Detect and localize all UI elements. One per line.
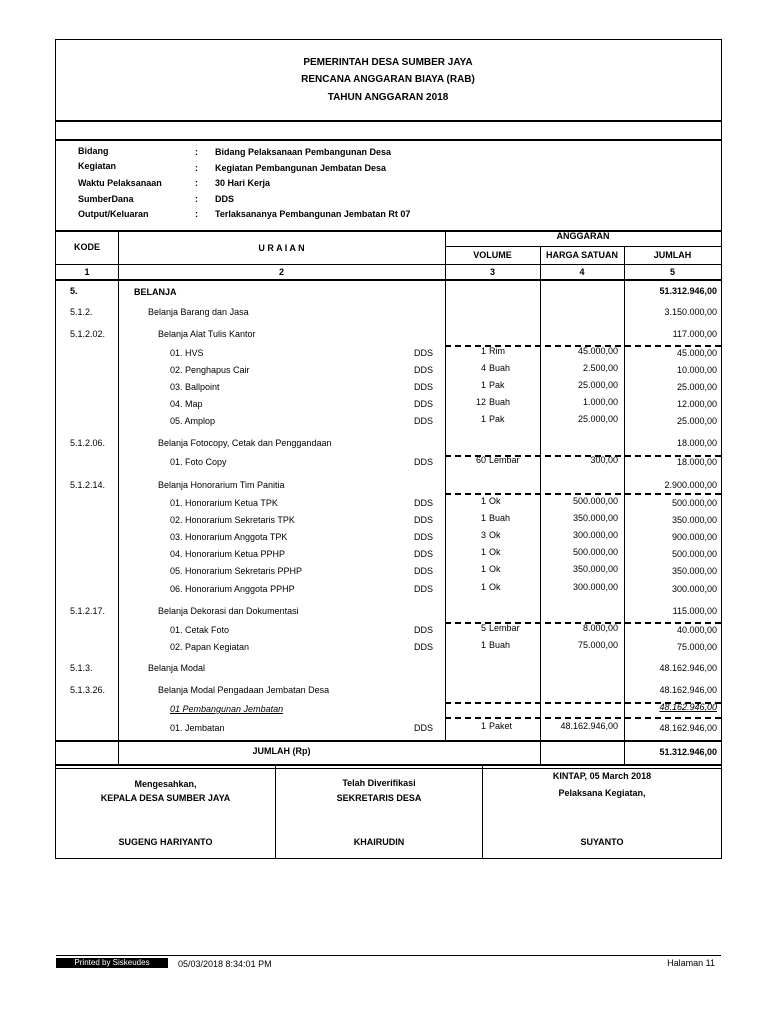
row-harga: 350.000,00 [572,513,618,523]
row-kode: 5.1.3.26. [70,685,106,695]
sig3-line1: KINTAP, 05 March 2018 [552,771,652,781]
print-timestamp: 05/03/2018 8:34:01 PM [178,959,272,969]
row-volume-unit: Buah [489,363,511,373]
col-kode: KODE [73,242,100,252]
row-sumber-dana: DDS [414,723,434,733]
col-anggaran: ANGGARAN [556,231,610,241]
info-value: DDS [215,194,235,204]
row-uraian: 06. Honorarium Anggota PPHP [170,584,295,594]
col-volume: VOLUME [473,250,512,260]
row-volume-unit: Lembar [489,623,520,633]
row-volume-qty: 1 [480,564,486,574]
row-harga: 8.000,00 [582,623,618,633]
row-uraian: Belanja Modal [148,663,206,673]
row-jumlah: 117.000,00 [672,329,717,339]
row-volume-qty: 5 [480,623,486,633]
row-kode: 5.1.3. [70,663,93,673]
row-sumber-dana: DDS [414,625,434,635]
col-uraian: U R A I A N [258,243,305,253]
row-volume-unit: Ok [489,530,501,540]
row-harga: 300,00 [590,455,618,465]
row-sumber-dana: DDS [414,549,434,559]
col-num-5: 5 [669,267,675,277]
row-volume-qty: 1 [480,547,486,557]
row-sumber-dana: DDS [414,566,434,576]
row-harga: 1.000,00 [582,397,618,407]
row-jumlah: 48.162.946,00 [659,702,717,712]
row-jumlah: 45.000,00 [676,348,717,358]
row-jumlah: 25.000,00 [676,416,717,426]
row-uraian: Belanja Modal Pengadaan Jembatan Desa [158,685,330,695]
row-volume-qty: 1 [480,721,486,731]
row-sumber-dana: DDS [414,515,434,525]
row-uraian: 03. Honorarium Anggota TPK [170,532,288,542]
row-harga: 350.000,00 [572,564,618,574]
row-volume-unit: Buah [489,640,511,650]
col-jumlah: JUMLAH [653,250,692,260]
row-jumlah: 75.000,00 [676,642,717,652]
sig2-name: KHAIRUDIN [353,837,405,847]
row-uraian: 05. Amplop [170,416,216,426]
sig3-line2: Pelaksana Kegiatan, [558,788,646,798]
info-sep: : [195,209,198,219]
header-line3: TAHUN ANGGARAN 2018 [327,92,449,103]
row-sumber-dana: DDS [414,365,434,375]
row-uraian: Belanja Alat Tulis Kantor [158,329,256,339]
col-harga: HARGA SATUAN [546,250,618,260]
row-volume-unit: Buah [489,513,511,523]
row-jumlah: 900.000,00 [671,532,717,542]
sig1-line2: KEPALA DESA SUMBER JAYA [100,793,231,803]
row-volume-unit: Ok [489,564,501,574]
row-volume-qty: 1 [480,380,486,390]
row-jumlah: 51.312.946,00 [659,286,717,296]
row-jumlah: 48.162.946,00 [659,723,717,733]
row-uraian: 01. Jembatan [170,723,225,733]
row-harga: 45.000,00 [577,346,618,356]
row-uraian: Belanja Fotocopy, Cetak dan Penggandaan [158,438,332,448]
info-label: Kegiatan [78,161,117,171]
row-jumlah: 10.000,00 [676,365,717,375]
row-harga: 75.000,00 [577,640,618,650]
row-uraian: 01. Foto Copy [170,457,227,467]
row-harga: 25.000,00 [577,380,618,390]
total-label: JUMLAH (Rp) [252,746,311,756]
row-jumlah: 350.000,00 [671,515,717,525]
row-uraian: 04. Map [170,399,203,409]
row-volume-unit: Ok [489,582,501,592]
row-jumlah: 3.150.000,00 [664,307,717,317]
row-uraian: 05. Honorarium Sekretaris PPHP [170,566,303,576]
row-jumlah: 25.000,00 [676,382,717,392]
col-num-4: 4 [579,267,585,277]
sig1-name: SUGENG HARIYANTO [118,837,213,847]
row-jumlah: 12.000,00 [676,399,717,409]
row-volume-unit: Pak [489,380,505,390]
row-harga: 500.000,00 [572,496,618,506]
row-harga: 2.500,00 [582,363,618,373]
row-uraian: 01 Pembangunan Jembatan [170,704,284,714]
row-jumlah: 40.000,00 [676,625,717,635]
sig2-line2: SEKRETARIS DESA [336,793,422,803]
row-harga: 25.000,00 [577,414,618,424]
row-kode: 5.1.2.17. [70,606,106,616]
row-sumber-dana: DDS [414,532,434,542]
row-jumlah: 115.000,00 [672,606,717,616]
row-volume-qty: 1 [480,640,486,650]
info-value: Kegiatan Pembangunan Jembatan Desa [215,163,387,173]
info-sep: : [195,178,198,188]
info-label: SumberDana [78,194,134,204]
row-jumlah: 18.000,00 [676,438,717,448]
info-sep: : [195,194,198,204]
row-uraian: Belanja Honorarium Tim Panitia [158,480,285,490]
info-label: Bidang [78,146,109,156]
row-volume-qty: 1 [480,346,486,356]
row-uraian: 01. Cetak Foto [170,625,230,635]
row-volume-unit: Buah [489,397,511,407]
row-kode: 5.1.2.02. [70,329,106,339]
row-volume-unit: Lembar [489,455,520,465]
row-kode: 5.1.2. [70,307,93,317]
header-line2: RENCANA ANGGARAN BIAYA (RAB) [301,74,475,85]
row-harga: 300.000,00 [572,582,618,592]
col-num-2: 2 [278,267,284,277]
col-num-1: 1 [84,267,90,277]
row-jumlah: 300.000,00 [671,584,717,594]
info-value: Bidang Pelaksanaan Pembangunan Desa [215,147,392,157]
info-label: Waktu Pelaksanaan [78,178,162,188]
info-sep: : [195,163,198,173]
row-sumber-dana: DDS [414,399,434,409]
row-jumlah: 2.900.000,00 [664,480,717,490]
row-uraian: BELANJA [134,287,177,297]
info-sep: : [195,147,198,157]
row-uraian: 04. Honorarium Ketua PPHP [170,549,286,559]
row-volume-unit: Rim [489,346,505,356]
row-sumber-dana: DDS [414,348,434,358]
row-volume-unit: Ok [489,547,501,557]
sig1-line1: Mengesahkan, [134,779,197,789]
row-jumlah: 48.162.946,00 [659,685,717,695]
row-harga: 500.000,00 [572,547,618,557]
row-sumber-dana: DDS [414,457,434,467]
table-body [56,0,720,1024]
row-harga: 300.000,00 [572,530,618,540]
row-volume-unit: Paket [489,721,513,731]
row-kode: 5.1.2.14. [70,480,106,490]
row-jumlah: 48.162.946,00 [659,663,717,673]
row-sumber-dana: DDS [414,382,434,392]
row-uraian: 02. Honorarium Sekretaris TPK [170,515,295,525]
row-kode: 5.1.2.06. [70,438,106,448]
row-kode: 5. [70,286,78,296]
row-volume-qty: 1 [480,582,486,592]
row-sumber-dana: DDS [414,416,434,426]
sig2-line1: Telah Diverifikasi [342,778,416,788]
row-sumber-dana: DDS [414,584,434,594]
row-sumber-dana: DDS [414,642,434,652]
row-uraian: 03. Ballpoint [170,382,220,392]
row-sumber-dana: DDS [414,498,434,508]
row-uraian: Belanja Dekorasi dan Dokumentasi [158,606,299,616]
sig3-name: SUYANTO [580,837,624,847]
row-volume-qty: 1 [480,496,486,506]
info-value: 30 Hari Kerja [215,178,271,188]
info-label: Output/Keluaran [78,209,149,219]
row-uraian: 02. Penghapus Cair [170,365,250,375]
info-value: Terlaksananya Pembangunan Jembatan Rt 07 [215,209,411,219]
row-volume-unit: Ok [489,496,501,506]
row-jumlah: 350.000,00 [671,566,717,576]
row-volume-unit: Pak [489,414,505,424]
page-number: Halaman 11 [667,958,715,968]
row-harga: 48.162.946,00 [560,721,618,731]
row-volume-qty: 60 [475,455,486,465]
row-volume-qty: 3 [480,530,486,540]
row-jumlah: 18.000,00 [676,457,717,467]
header-line1: PEMERINTAH DESA SUMBER JAYA [303,57,473,68]
row-volume-qty: 12 [475,397,486,407]
row-uraian: 02. Papan Kegiatan [170,642,250,652]
total-value: 51.312.946,00 [659,747,717,757]
printed-by-badge: Printed by Siskeudes [56,958,168,968]
row-uraian: 01. Honorarium Ketua TPK [170,498,278,508]
col-num-3: 3 [489,267,495,277]
row-volume-qty: 1 [480,513,486,523]
row-volume-qty: 1 [480,414,486,424]
row-uraian: Belanja Barang dan Jasa [148,307,249,317]
row-uraian: 01. HVS [170,348,204,358]
row-jumlah: 500.000,00 [671,549,717,559]
row-volume-qty: 4 [480,363,486,373]
row-jumlah: 500.000,00 [671,498,717,508]
